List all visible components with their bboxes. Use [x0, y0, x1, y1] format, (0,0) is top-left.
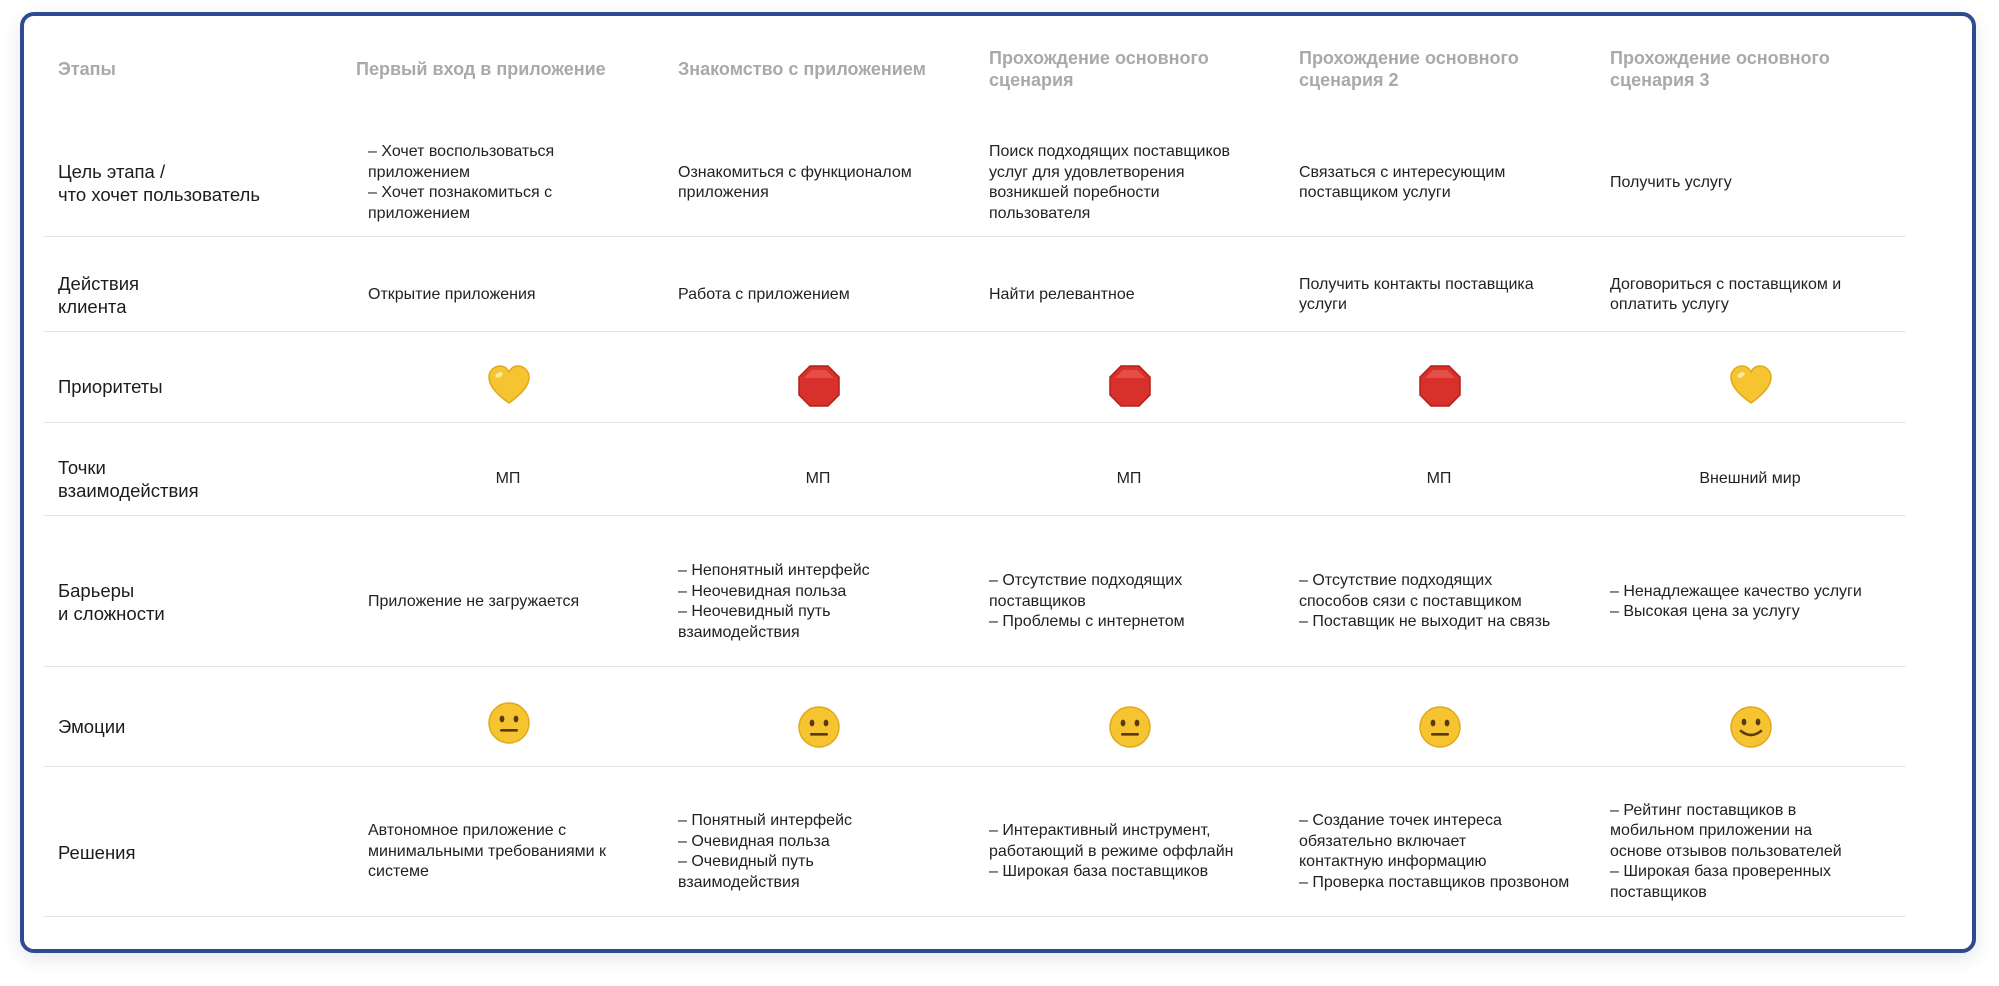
- header-column-2: Знакомство с приложением: [678, 59, 926, 79]
- header-column-3: Прохождение основного сценария: [989, 48, 1209, 90]
- barriers-cell-2: – Непонятный интерфейс – Неочевидная польза – Неочевидный путь взаимодействия: [678, 562, 870, 641]
- header-column-4: Прохождение основного сценария 2: [1299, 48, 1519, 90]
- actions-cell-2: Работа с приложением: [678, 285, 850, 303]
- yellow-heart-icon: [487, 364, 531, 408]
- actions-cell-5: Договориться с поставщиком и оплатить услугу: [1610, 275, 1842, 313]
- yellow-heart-icon: [1729, 364, 1773, 408]
- row-label-barriers: Барьеры и сложности: [58, 580, 165, 624]
- actions-cell-3: Найти релевантное: [989, 285, 1135, 303]
- slightly-smiling-face-icon: [1729, 705, 1773, 749]
- neutral-face-icon: [797, 705, 841, 749]
- touchpoint-cell-3: МП: [1116, 469, 1142, 487]
- solutions-cell-5: – Рейтинг поставщиков в мобильном приложении на основе отзывов пользователей – Широкая база проверенных поставщиков: [1610, 801, 1842, 901]
- row-label-emotions: Эмоции: [58, 715, 126, 737]
- goal-cell-1: – Хочет воспользоваться приложением – Хочет познакомиться с приложением: [368, 143, 555, 222]
- goal-cell-2: Ознакомиться с функционалом приложения: [678, 163, 912, 201]
- actions-cell-4: Получить контакты поставщика услуги: [1299, 275, 1534, 313]
- header-column-5: Прохождение основного сценария 3: [1610, 48, 1830, 90]
- neutral-face-icon: [1108, 705, 1152, 749]
- barriers-cell-1: Приложение не загружается: [368, 592, 580, 610]
- stop-sign-icon: [1108, 364, 1152, 408]
- row-divider: [44, 331, 1906, 332]
- row-label-priorities: Приоритеты: [58, 375, 163, 397]
- actions-cell-1: Открытие приложения: [368, 285, 536, 303]
- touchpoint-cell-2: МП: [805, 469, 831, 487]
- goal-cell-5: Получить услугу: [1610, 173, 1732, 191]
- touchpoint-cell-5: Внешний мир: [1699, 469, 1801, 487]
- row-label-goal: Цель этапа / что хочет пользователь: [58, 161, 260, 205]
- solutions-cell-1: Автономное приложение с минимальными требованиями к системе: [368, 822, 607, 881]
- row-divider: [44, 236, 1906, 237]
- neutral-face-icon: [487, 701, 531, 745]
- header-column-1: Первый вход в приложение: [356, 59, 606, 79]
- row-label-actions: Действия клиента: [58, 273, 140, 317]
- touchpoint-cell-1: МП: [495, 469, 521, 487]
- goal-cell-4: Связаться с интересующим поставщиком услуги: [1299, 163, 1506, 201]
- solutions-cell-3: – Интерактивный инструмент, работающий в режиме оффлайн – Широкая база поставщиков: [989, 822, 1234, 881]
- stop-sign-icon: [797, 364, 841, 408]
- row-divider: [44, 422, 1906, 423]
- row-label-solutions: Решения: [58, 841, 136, 863]
- row-label-touchpoints: Точки взаимодействия: [58, 457, 199, 501]
- row-divider: [44, 916, 1906, 917]
- touchpoint-cell-4: МП: [1426, 469, 1452, 487]
- stop-sign-icon: [1418, 364, 1462, 408]
- row-divider: [44, 666, 1906, 667]
- barriers-cell-3: – Отсутствие подходящих поставщиков – Проблемы с интернетом: [989, 572, 1185, 631]
- row-divider: [44, 766, 1906, 767]
- barriers-cell-4: – Отсутствие подходящих способов сязи с поставщиком – Поставщик не выходит на связь: [1299, 572, 1551, 631]
- goal-cell-3: Поиск подходящих поставщиков услуг для удовлетворения возникшей поребности пользователя: [989, 143, 1231, 222]
- barriers-cell-5: – Ненадлежащее качество услуги – Высокая цена за услугу: [1610, 582, 1862, 620]
- row-divider: [44, 515, 1906, 516]
- solutions-cell-4: – Создание точек интереса обязательно включает контактную информацию – Проверка поставщиков прозвоном: [1299, 812, 1570, 891]
- header-stages-label: Этапы: [58, 59, 116, 79]
- solutions-cell-2: – Понятный интерфейс – Очевидная польза – Очевидный путь взаимодействия: [678, 812, 853, 891]
- neutral-face-icon: [1418, 705, 1462, 749]
